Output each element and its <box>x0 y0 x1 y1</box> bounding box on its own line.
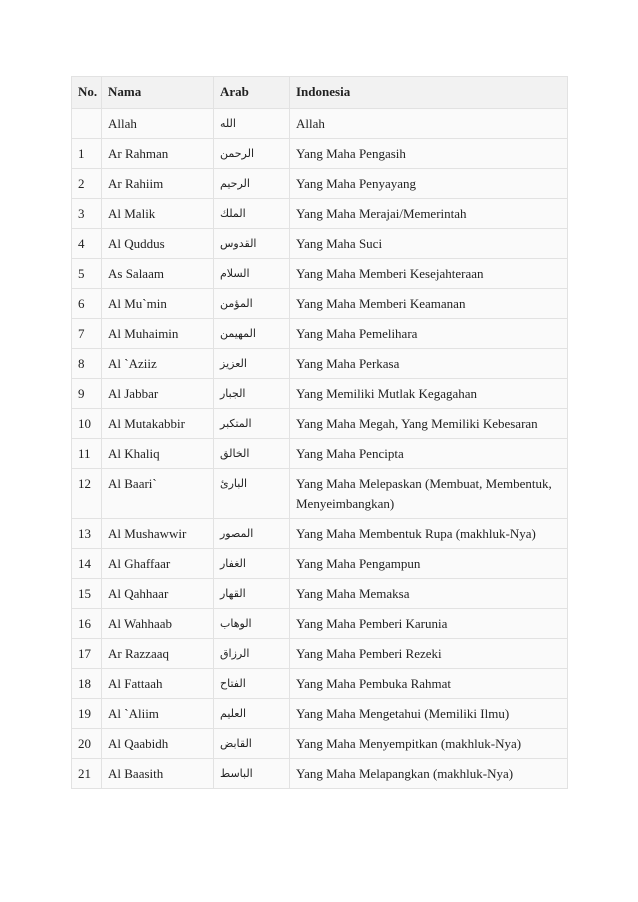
table-row <box>72 229 568 259</box>
cell-nama: Al Qaabidh <box>102 729 214 759</box>
cell-arab: الغفار <box>214 549 290 579</box>
cell-no: 6 <box>72 289 102 319</box>
cell-nama: Al Mutakabbir <box>102 409 214 439</box>
cell-no: 18 <box>72 669 102 699</box>
cell-no: 13 <box>72 519 102 549</box>
cell-no: 21 <box>72 759 102 789</box>
table-row <box>72 439 568 469</box>
table-header-row <box>72 77 568 109</box>
cell-indonesia: Yang Maha Pemberi Karunia <box>290 609 568 639</box>
cell-indonesia: Yang Maha Pencipta <box>290 439 568 469</box>
cell-no: 12 <box>72 469 102 519</box>
cell-no: 8 <box>72 349 102 379</box>
cell-no: 11 <box>72 439 102 469</box>
cell-nama: Ar Rahman <box>102 139 214 169</box>
cell-arab: القهار <box>214 579 290 609</box>
cell-arab: الملك <box>214 199 290 229</box>
cell-indonesia: Yang Maha Suci <box>290 229 568 259</box>
cell-nama: Al Ghaffaar <box>102 549 214 579</box>
cell-no: 15 <box>72 579 102 609</box>
cell-indonesia: Yang Maha Memberi Keamanan <box>290 289 568 319</box>
cell-no: 10 <box>72 409 102 439</box>
cell-arab: القابض <box>214 729 290 759</box>
cell-arab: الخالق <box>214 439 290 469</box>
cell-indonesia: Yang Maha Megah, Yang Memiliki Kebesaran <box>290 409 568 439</box>
cell-arab: المصور <box>214 519 290 549</box>
cell-nama: Al Mushawwir <box>102 519 214 549</box>
cell-no: 9 <box>72 379 102 409</box>
table-row <box>72 609 568 639</box>
cell-indonesia: Yang Maha Perkasa <box>290 349 568 379</box>
cell-nama: Al `Aziiz <box>102 349 214 379</box>
cell-arab: البارئ <box>214 469 290 519</box>
table-row <box>72 699 568 729</box>
cell-indonesia: Yang Maha Mengetahui (Memiliki Ilmu) <box>290 699 568 729</box>
cell-arab: العزيز <box>214 349 290 379</box>
cell-no: 2 <box>72 169 102 199</box>
cell-indonesia: Yang Maha Pengasih <box>290 139 568 169</box>
cell-nama: Allah <box>102 109 214 139</box>
cell-indonesia: Yang Maha Memberi Kesejahteraan <box>290 259 568 289</box>
cell-no: 7 <box>72 319 102 349</box>
cell-nama: Al Wahhaab <box>102 609 214 639</box>
cell-nama: Al Jabbar <box>102 379 214 409</box>
table-row <box>72 289 568 319</box>
cell-no: 3 <box>72 199 102 229</box>
cell-indonesia: Yang Maha Menyempitkan (makhluk-Nya) <box>290 729 568 759</box>
header-no: No. <box>72 77 102 109</box>
table-row <box>72 409 568 439</box>
table-row <box>72 729 568 759</box>
cell-arab: الفتاح <box>214 669 290 699</box>
cell-indonesia: Yang Maha Merajai/Memerintah <box>290 199 568 229</box>
table-row <box>72 759 568 789</box>
cell-indonesia: Yang Memiliki Mutlak Kegagahan <box>290 379 568 409</box>
cell-indonesia: Yang Maha Melapangkan (makhluk-Nya) <box>290 759 568 789</box>
table-row <box>72 519 568 549</box>
cell-nama: Al Baari` <box>102 469 214 519</box>
table-row <box>72 639 568 669</box>
header-indonesia: Indonesia <box>290 77 568 109</box>
cell-indonesia: Allah <box>290 109 568 139</box>
cell-arab: الله <box>214 109 290 139</box>
cell-arab: الرزاق <box>214 639 290 669</box>
table-row <box>72 349 568 379</box>
table-row <box>72 259 568 289</box>
cell-no: 16 <box>72 609 102 639</box>
table-row <box>72 319 568 349</box>
table-row <box>72 579 568 609</box>
cell-arab: المتكبر <box>214 409 290 439</box>
asmaul-husna-table <box>71 76 568 789</box>
cell-arab: المهيمن <box>214 319 290 349</box>
cell-nama: Al `Aliim <box>102 699 214 729</box>
cell-indonesia: Yang Maha Memaksa <box>290 579 568 609</box>
cell-arab: المؤمن <box>214 289 290 319</box>
table-row <box>72 549 568 579</box>
cell-nama: Ar Razzaaq <box>102 639 214 669</box>
cell-arab: القدوس <box>214 229 290 259</box>
cell-nama: Al Khaliq <box>102 439 214 469</box>
cell-arab: الوهاب <box>214 609 290 639</box>
table-row <box>72 669 568 699</box>
cell-nama: Al Qahhaar <box>102 579 214 609</box>
cell-indonesia: Yang Maha Pemelihara <box>290 319 568 349</box>
cell-indonesia: Yang Maha Pemberi Rezeki <box>290 639 568 669</box>
cell-arab: الرحمن <box>214 139 290 169</box>
cell-arab: العليم <box>214 699 290 729</box>
table-row <box>72 379 568 409</box>
cell-indonesia: Yang Maha Melepaskan (Membuat, Membentuk, Menyeimbangkan) <box>290 469 568 519</box>
cell-no: 1 <box>72 139 102 169</box>
cell-arab: الجبار <box>214 379 290 409</box>
header-arab: Arab <box>214 77 290 109</box>
table-row <box>72 139 568 169</box>
cell-no: 19 <box>72 699 102 729</box>
cell-no: 5 <box>72 259 102 289</box>
table-row <box>72 109 568 139</box>
cell-no <box>72 109 102 139</box>
cell-nama: Al Muhaimin <box>102 319 214 349</box>
cell-nama: Al Quddus <box>102 229 214 259</box>
cell-arab: الرحيم <box>214 169 290 199</box>
cell-arab: السلام <box>214 259 290 289</box>
cell-indonesia: Yang Maha Pembuka Rahmat <box>290 669 568 699</box>
cell-indonesia: Yang Maha Membentuk Rupa (makhluk-Nya) <box>290 519 568 549</box>
cell-no: 17 <box>72 639 102 669</box>
cell-nama: Al Mu`min <box>102 289 214 319</box>
table-row <box>72 199 568 229</box>
table-row <box>72 469 568 519</box>
cell-nama: Al Fattaah <box>102 669 214 699</box>
cell-nama: Ar Rahiim <box>102 169 214 199</box>
cell-nama: Al Malik <box>102 199 214 229</box>
table-row <box>72 169 568 199</box>
cell-no: 4 <box>72 229 102 259</box>
cell-arab: الباسط <box>214 759 290 789</box>
cell-indonesia: Yang Maha Penyayang <box>290 169 568 199</box>
header-nama: Nama <box>102 77 214 109</box>
cell-nama: As Salaam <box>102 259 214 289</box>
cell-indonesia: Yang Maha Pengampun <box>290 549 568 579</box>
cell-nama: Al Baasith <box>102 759 214 789</box>
cell-no: 14 <box>72 549 102 579</box>
table-body <box>72 109 568 789</box>
cell-no: 20 <box>72 729 102 759</box>
